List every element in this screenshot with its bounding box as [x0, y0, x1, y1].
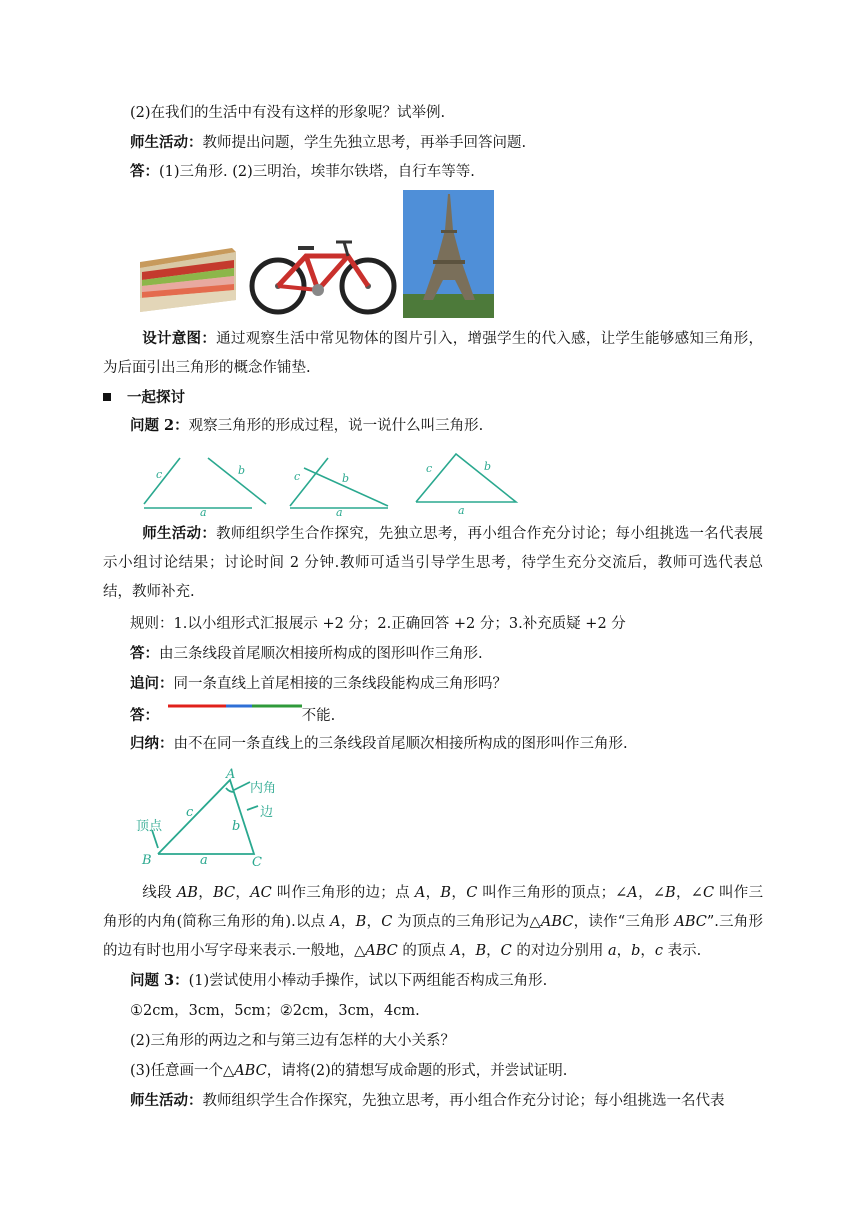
answer-1: [130, 162, 475, 182]
side-label-a: a: [200, 853, 208, 868]
design-intent-text: 通过观察生活中常见物体的图片引入，增强学生的代入感，让学生能够感知三角形，为后面引出三角形的概念作铺垫.: [103, 331, 764, 376]
activity-2: [103, 519, 763, 607]
bicycle-photo: [248, 234, 398, 318]
math-a: A: [414, 885, 426, 901]
math-ab: AB: [176, 885, 198, 901]
math-ac: AC: [250, 885, 272, 901]
follow-up-text: 同一条直线上首尾相接的三条线段能构成三角形吗？: [173, 676, 507, 692]
label-c-3: c: [426, 462, 433, 475]
vertex-term: 顶点: [136, 819, 163, 834]
vertex-label-b: B: [142, 853, 152, 868]
answer-2-text: 由三条线段首尾顺次相接所构成的图形叫作三角形.: [159, 646, 483, 662]
label-a-1: a: [200, 506, 207, 516]
square-bullet-icon: [103, 393, 111, 401]
label-b-3: b: [484, 460, 492, 473]
math-c: C: [381, 914, 393, 930]
summary-label: 归纳：: [130, 735, 174, 752]
answer-1-label: 答：: [130, 163, 159, 180]
text-run: 表示.: [663, 943, 702, 959]
follow-up-question: [130, 674, 507, 694]
activity-1: [130, 133, 526, 153]
activity-1-label: 师生活动：: [130, 134, 203, 151]
design-intent-label: 设计意图：: [142, 330, 217, 347]
answer-2: [130, 644, 483, 664]
summary: [130, 734, 628, 754]
text-run: ，: [460, 943, 476, 959]
math-side-b: b: [631, 943, 641, 959]
math-angle-b: B: [665, 885, 676, 901]
math-b: B: [475, 943, 487, 959]
design-intent: [103, 324, 763, 383]
sandwich-photo: [136, 242, 240, 314]
question-3-label: 问题 3：: [130, 972, 189, 989]
activity-2-text: 教师组织学生合作探究，先独立思考，再小组合作充分讨论；每小组挑选一名代表展示小组讨论结果；讨论时间 2 分钟.教师可适当引导学生思考，待学生充分交流后，教师可选代表总结，教师补充.: [103, 526, 764, 600]
text-run: ，: [366, 914, 382, 930]
label-c-2: c: [294, 470, 301, 483]
side-label-b: b: [232, 819, 241, 834]
rules: 规则：1.以小组形式汇报展示 +2 分；2.正确回答 +2 分；3.补充质疑 +2 分: [130, 616, 626, 632]
math-a: A: [450, 943, 461, 959]
text-run: ，: [425, 885, 441, 901]
text-run: 的顶点: [397, 943, 451, 959]
question-1-part-2: (2)在我们的生活中有没有这样的形象呢？试举例.: [130, 105, 446, 121]
interior-angle-term: 内角: [250, 781, 277, 796]
text-run: ，: [340, 914, 356, 930]
text-run: 线段: [142, 885, 177, 901]
answer-3-label: 答：: [130, 707, 159, 724]
text-run: 叫作三角形的内角(简称三角形的角).以点: [103, 885, 764, 930]
math-angle-a: A: [627, 885, 638, 901]
triangle-formation-diagram: [130, 452, 530, 516]
side-term: 边: [260, 805, 274, 820]
text-run: ，∠: [675, 885, 703, 901]
label-b-2: b: [342, 472, 350, 485]
math-b: B: [355, 914, 367, 930]
math-a: A: [330, 914, 341, 930]
math-side-c: c: [654, 943, 664, 959]
text-run: ”.三角形的边有时也用小写字母来表示.一般地，△: [103, 914, 764, 959]
activity-3-text: 教师组织学生合作探究，先独立思考，再小组合作充分讨论；每小组挑选一名代表: [202, 1093, 725, 1109]
question-3-text: (1)尝试使用小棒动手操作，试以下两组能否构成三角形.: [188, 973, 548, 989]
segments-paragraph: [103, 879, 763, 966]
text-run: ，∠: [637, 885, 666, 901]
math-angle-c: C: [702, 885, 715, 901]
question-2-text: 观察三角形的形成过程，说一说什么叫三角形.: [188, 418, 484, 434]
answer-2-label: 答：: [130, 645, 159, 662]
activity-3: [130, 1091, 725, 1111]
activity-3-label: 师生活动：: [130, 1092, 203, 1109]
label-a-2: a: [336, 506, 343, 516]
text-run: ，: [235, 885, 251, 901]
question-3-groups: ①2cm，3cm，5cm；②2cm，3cm，4cm.: [130, 1003, 420, 1019]
math-c: C: [466, 885, 478, 901]
math-bc: BC: [213, 885, 236, 901]
question-3: [130, 971, 547, 991]
side-label-c: c: [186, 805, 194, 820]
math-abc: ABC: [674, 914, 707, 930]
vertex-label-a: A: [226, 767, 236, 782]
label-c-1: c: [156, 468, 163, 481]
math-c: C: [500, 943, 512, 959]
label-b-1: b: [238, 464, 246, 477]
triangle-abc-diagram: [130, 764, 290, 870]
text-run: ，: [616, 943, 632, 959]
answer-3: [130, 704, 335, 726]
answer-1-text: (1)三角形. (2)三明治，埃菲尔铁塔，自行车等等.: [159, 164, 475, 180]
activity-1-text: 教师提出问题，学生先独立思考，再举手回答问题.: [202, 135, 527, 151]
question-2: [130, 416, 483, 436]
math-abc: ABC: [540, 914, 574, 930]
vertex-label-c: C: [252, 855, 262, 870]
math-b: B: [440, 885, 452, 901]
question-3-part-3: [130, 1061, 567, 1081]
answer-3-text: 不能.: [301, 708, 336, 724]
section-heading: [103, 388, 185, 408]
math-abc: ABC: [365, 943, 398, 959]
question-3-part-2: (2)三角形的两边之和与第三边有怎样的大小关系？: [130, 1033, 456, 1049]
text-run: ，: [197, 885, 214, 901]
math-side-a: a: [607, 943, 617, 959]
math-abc: ABC: [234, 1063, 267, 1079]
text-run: 叫作三角形的顶点；∠: [477, 885, 628, 901]
text-run: ，读作“三角形: [573, 914, 675, 930]
follow-up-label: 追问：: [130, 675, 174, 692]
question-2-label: 问题 2：: [130, 417, 189, 434]
label-a-3: a: [458, 504, 465, 516]
eiffel-tower-photo: [403, 190, 494, 318]
text-run: 为顶点的三角形记为△: [392, 914, 541, 930]
collinear-segments-figure: [168, 704, 302, 714]
text-run: ，: [451, 885, 467, 901]
text-run: ，请将(2)的猜想写成命题的形式，并尝试证明.: [266, 1063, 568, 1079]
activity-2-label: 师生活动：: [142, 525, 217, 542]
text-run: 叫作三角形的边；点: [271, 885, 415, 901]
text-run: 的对边分别用: [511, 943, 608, 959]
summary-text: 由不在同一条直线上的三条线段首尾顺次相接所构成的图形叫作三角形.: [173, 736, 628, 752]
section-title: 一起探讨: [127, 389, 185, 406]
text-run: ，: [640, 943, 655, 959]
text-run: ，: [486, 943, 501, 959]
text-run: (3)任意画一个△: [130, 1063, 235, 1079]
